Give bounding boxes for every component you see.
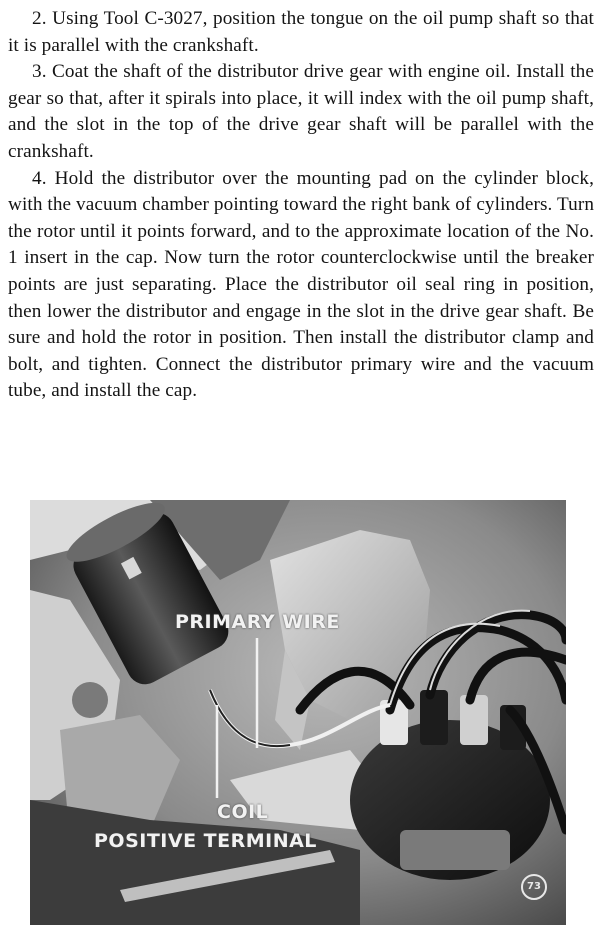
step-2-paragraph: 2. Using Tool C-3027, position the tongue on the oil pump shaft so that it is parallel with the crankshaft.: [8, 8, 594, 56]
step-4-paragraph: 4. Hold the distributor over the mounting pad on the cylinder block, with the vacuum chamber pointing toward the right bank of cylinders. Turn the rotor until it points forward, and to the approximate location of the No. 1 insert in the cap. Now turn the rotor counterclockwise until the breaker points are just separating. Place the distributor oil seal ring in position, then lower the distributor and engage in the slot in the drive gear shaft. Be sure and hold the rotor in position. Then install the distributor clamp and bolt, and tighten. Connect the distributor primary wire and the vacuum tube, and install the cap.: [8, 167, 595, 402]
distributor-plate: [400, 830, 510, 870]
engine-photo-illustration: [30, 500, 566, 925]
step-3-paragraph: 3. Coat the shaft of the distributor drive gear with engine oil. Install the gear so that, after it spirals into place, it will index with the oil pump shaft, and the slot in the top of the drive gear shaft will be parallel with the crankshaft.: [8, 61, 594, 162]
bolt-shape: [72, 682, 108, 718]
figure-number-badge: 73: [521, 874, 547, 900]
distributor-installation-photo: [30, 500, 566, 925]
instruction-text: [8, 6, 594, 405]
positive-terminal-label: POSITIVE TERMINAL: [94, 830, 317, 852]
primary-wire-label: PRIMARY WIRE: [175, 611, 340, 633]
coil-label: COIL: [217, 801, 269, 823]
